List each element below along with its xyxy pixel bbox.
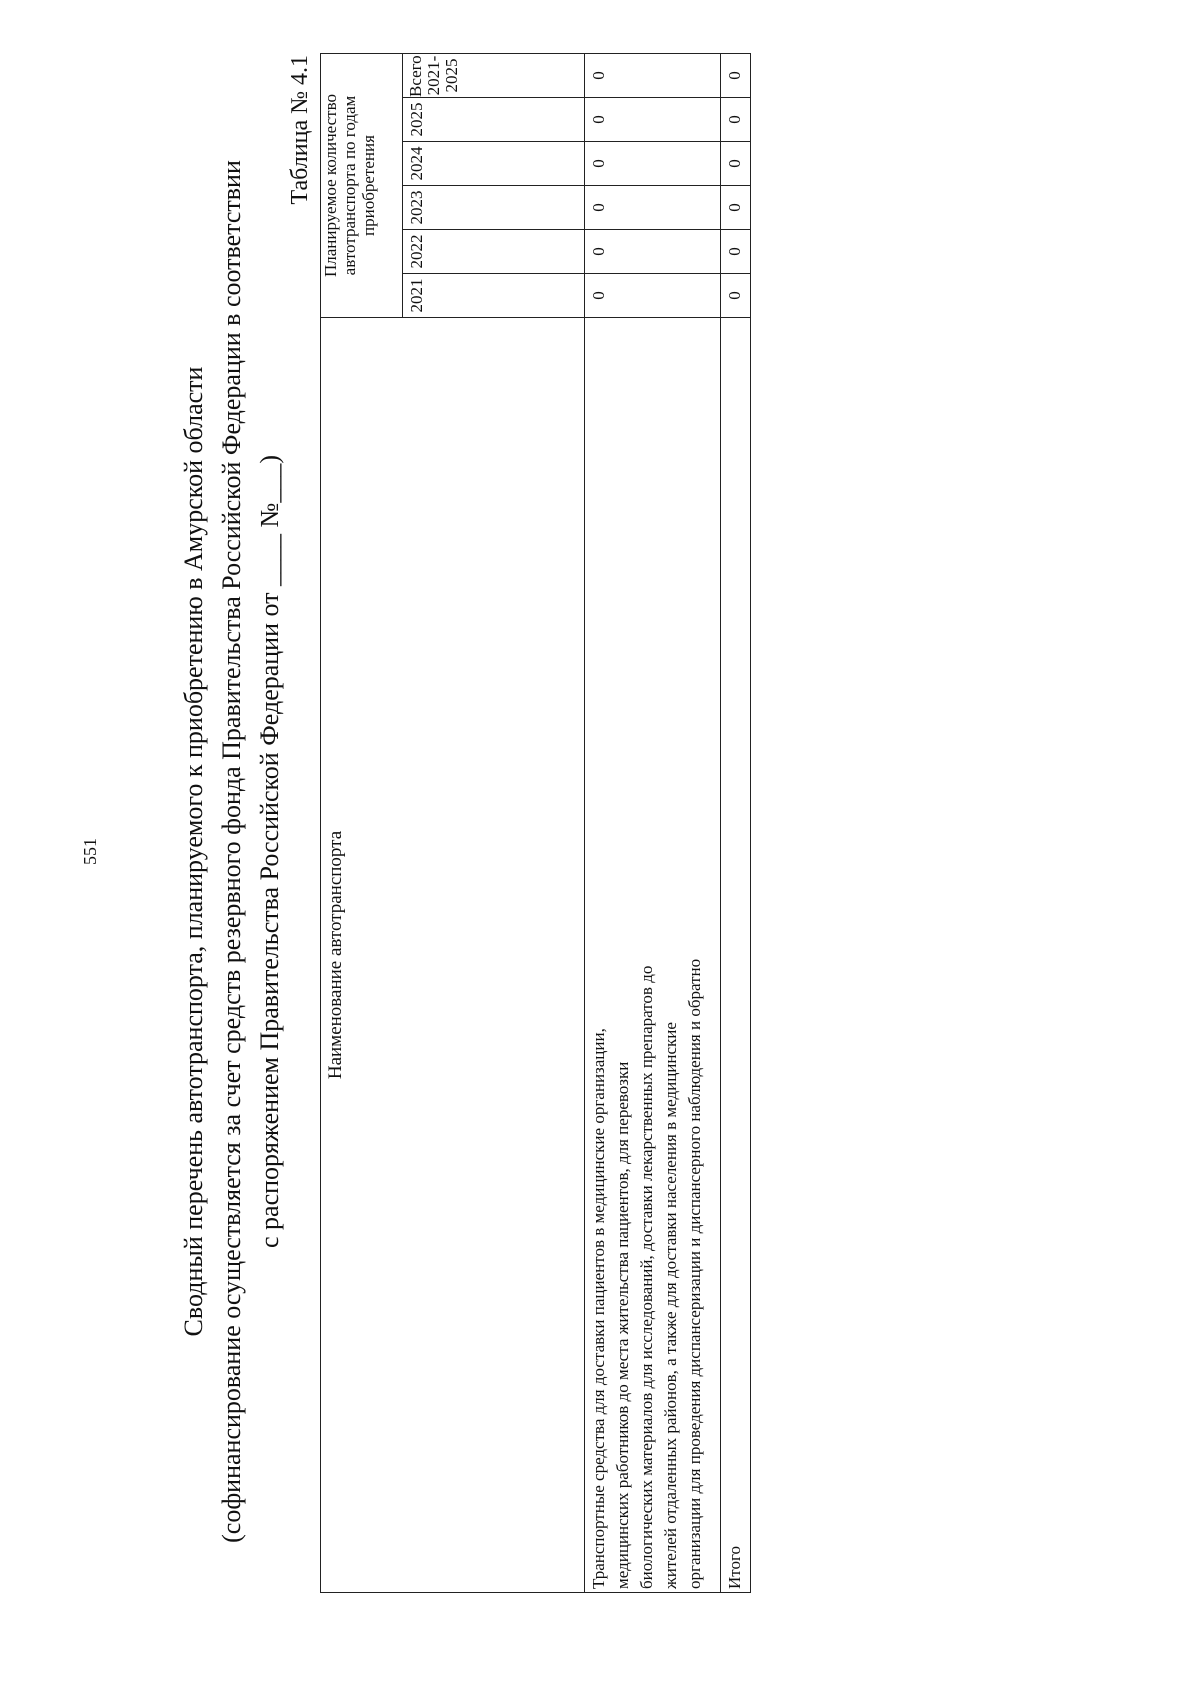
total-cell-2021 [721,274,751,318]
cell-value: 0 [589,247,608,256]
cell-value: 0 [589,291,608,300]
cell-value: 0 [589,71,608,80]
document-title [175,0,289,1703]
year-header-2021 [403,274,585,318]
value-cell-2021 [585,274,721,318]
year-label: 2025 [407,102,426,137]
year-header-2023 [403,186,585,230]
cell-value: 0 [725,291,744,300]
cell-value: 0 [589,203,608,212]
total-cell-all [721,53,751,97]
total-header-line-2: 2021-2025 [424,55,461,96]
table-caption: Таблица № 4.1 [287,55,313,205]
description-line: Транспортные средства для доставки пациентов в медицинские организации, [589,1028,608,1589]
cell-value: 0 [725,115,744,124]
value-cell-2025 [585,98,721,142]
year-label: 2022 [407,234,426,269]
total-cell-2024 [721,142,751,186]
total-header [403,53,585,97]
row-description [585,318,721,1593]
total-label: Итого [721,318,751,1593]
description-line: жителей отдаленных районов, а также для доставки населения в медицинские [661,1022,680,1589]
year-header-2024 [403,142,585,186]
title-line-1: Сводный перечень автотранспорта, планируемого к приобретению в Амурской области [179,366,208,1337]
header-group-line-1: Планируемое количество автотранспорта по годам [321,93,359,277]
vehicle-table [320,53,751,1593]
year-label: 2023 [407,190,426,225]
total-cell-2023 [721,186,751,230]
title-line-2: (софинансирование осуществляется за счет средств резервного фонда Правительства Российской Федерации в соответствии [217,160,246,1543]
cell-value: 0 [589,115,608,124]
title-line-3: с распоряжением Правительства Российской Федерации от ____ №___) [255,455,284,1248]
value-cell-2023 [585,186,721,230]
value-cell-total [585,53,721,97]
value-cell-2024 [585,142,721,186]
page-number: 551 [80,838,100,865]
total-header-line-1: Всего [406,55,425,97]
description-line: биологических материалов для исследований, доставки лекарственных препаратов до [637,965,656,1589]
cell-value: 0 [725,159,744,168]
total-cell-2025 [721,98,751,142]
cell-value: 0 [725,247,744,256]
year-label: 2024 [407,146,426,181]
description-line: медицинских работников до места жительства пациентов, для перевозки [613,1061,632,1589]
header-name: Наименование автотранспорта [325,830,346,1080]
cell-value: 0 [589,159,608,168]
description-line: организации для проведения диспансеризации и диспансерного наблюдения и обратно [685,958,704,1589]
cell-value: 0 [725,71,744,80]
total-row [721,53,751,1592]
year-header-2022 [403,230,585,274]
header-name-cell [321,318,585,1593]
header-group-cell [321,53,403,317]
table-row [585,53,721,1592]
year-label: 2021 [407,278,426,313]
total-cell-2022 [721,230,751,274]
cell-value: 0 [725,203,744,212]
total-header-text [403,54,584,97]
header-group-line-2: приобретения [359,135,378,236]
year-header-2025 [403,98,585,142]
value-cell-2022 [585,230,721,274]
